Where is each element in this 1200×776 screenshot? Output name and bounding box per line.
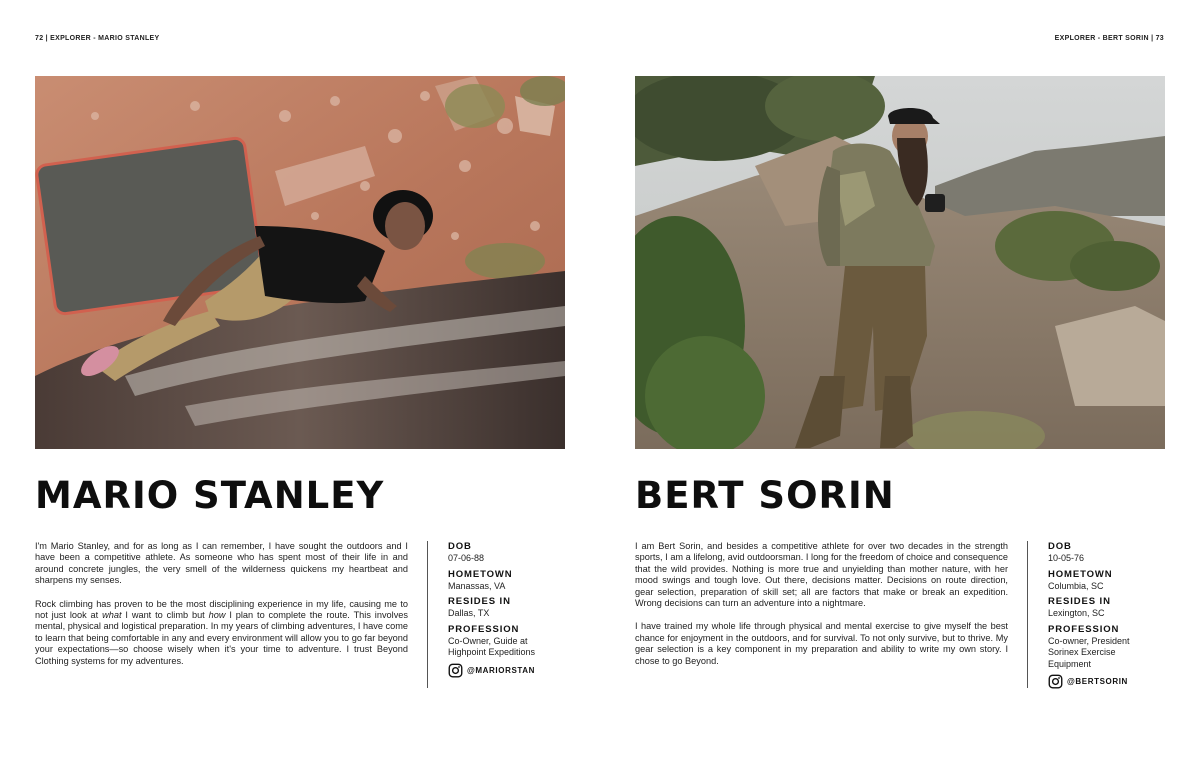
dob-label: DOB — [1048, 541, 1072, 552]
resides-label: RESIDES IN — [448, 596, 511, 607]
photo-mario-stanley-climbing — [35, 76, 565, 449]
stats-mario — [448, 541, 558, 678]
hometown-value: Manassas, VA — [448, 580, 506, 591]
profession-label: PROFESSION — [448, 623, 520, 635]
divider-left — [427, 541, 428, 688]
resides-value: Dallas, TX — [448, 608, 490, 618]
hometown-label: HOMETOWN — [1048, 568, 1113, 580]
instagram-handle-text: @MARIORSTAN — [467, 665, 536, 675]
profession-label: PROFESSION — [1048, 623, 1120, 635]
hometown-value: Columbia, SC — [1048, 580, 1104, 591]
instagram-handle-link[interactable] — [448, 663, 558, 678]
explorer-name-mario: MARIO STANLEY — [35, 474, 385, 517]
bio-paragraph-1: I'm Mario Stanley, and for as long as I can remember, I have sought the outdoors and I have been a competitive athlete. As someone who has spent most of their life in and around concrete jungles, the very smell of the wilderness quickens my heartbeat and sharpens my senses. — [35, 541, 408, 586]
bio-paragraph-1: I am Bert Sorin, and besides a competitive athlete for over two decades in the strength sports, I am a lifelong, avid outdoorsman. I long for the freedom of choice and consequence that the wild provides. Nothing is more true and unyielding than mother nature, with her mood swings and tough love. Out there, decisions matter. Decisions on route direction, gear selection, preparation of skill set; all are factors that make or break an expedition. Wrong decisions can turn an adventure into a nightmare. — [635, 541, 1008, 609]
dob-value: 10-05-76 — [1048, 553, 1085, 563]
running-head-right: EXPLORER - BERT SORIN | 73 — [1054, 35, 1164, 42]
resides-label: RESIDES IN — [1048, 596, 1111, 607]
divider-right — [1027, 541, 1028, 688]
profession-value: Co-owner, President Sorinex Exercise Equipment — [1048, 635, 1130, 669]
bio-bert — [635, 541, 1008, 667]
stats-bert — [1048, 541, 1158, 689]
bio-mario — [35, 541, 408, 667]
running-head-left: 72 | EXPLORER - MARIO STANLEY — [35, 35, 160, 42]
photo-bert-sorin-binoculars — [635, 76, 1165, 449]
instagram-icon — [1048, 674, 1063, 689]
explorer-name-bert: BERT SORIN — [635, 474, 895, 517]
bio-paragraph-2: Rock climbing has proven to be the most disciplining experience in my life, causing me to not just look at what I want to climb but how I plan to complete the route. This involves mental, physical and logistical preparation. In my years of climbing adventures, I have come to learn that being comfortable in any and every environment will allow you to go far beyond your expectations—so choose wisely when it's your time to adventure. I trust Beyond Clothing systems for my adventures. — [35, 598, 408, 666]
hometown-label: HOMETOWN — [448, 568, 513, 580]
instagram-handle-link[interactable] — [1048, 674, 1158, 689]
resides-value: Lexington, SC — [1048, 608, 1105, 618]
profession-value: Co-Owner, Guide at Highpoint Expeditions — [448, 635, 536, 657]
dob-value: 07-06-88 — [448, 553, 485, 563]
bio-paragraph-2: I have trained my whole life through physical and mental exercise to give myself the best chance for enjoyment in the outdoors, and for survival. To not only survive, but to thrive. My gear selection is a key component in my preparation and ability to write my own story. I chose to go Beyond. — [635, 621, 1008, 666]
instagram-icon — [448, 663, 463, 678]
instagram-handle-text: @BERTSORIN — [1067, 677, 1128, 686]
dob-label: DOB — [448, 541, 472, 552]
